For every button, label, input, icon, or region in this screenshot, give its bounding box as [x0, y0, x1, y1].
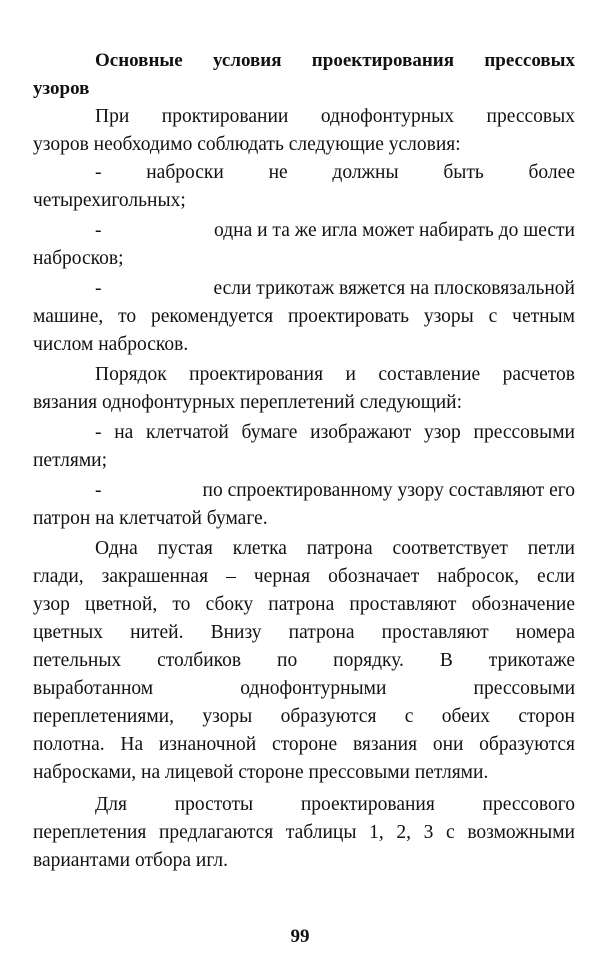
condition-2-cont: набросков;: [33, 248, 124, 269]
intro-line-2: узоров необходимо соблюдать следующие условия:: [33, 134, 461, 155]
bullet-dash: -: [95, 278, 102, 299]
condition-1-cont: четырехигольных;: [33, 190, 186, 211]
pattern-line-1: Одна пустая клетка патрона соответствует петли: [95, 538, 575, 559]
condition-3-cont-1: машине, то рекомендуется проектировать узоры с четным: [33, 306, 575, 327]
word: быть: [443, 162, 484, 183]
bullet-dash: -: [95, 220, 102, 241]
pattern-line-7: переплетениями, узоры образуются с обеих сторон: [33, 706, 575, 727]
word: наброски: [146, 162, 224, 183]
pattern-line-3: узор цветной, то сбоку патрона проставляют обозначение: [33, 594, 575, 615]
tables-line-3: вариантами отбора игл.: [33, 850, 228, 871]
page-number: 99: [290, 926, 310, 947]
step-1-line-1: - на клетчатой бумаге изображают узор прессовыми: [95, 422, 575, 443]
word: более: [528, 162, 575, 183]
intro-line-1: При проктировании однофонтурных прессовых: [95, 106, 575, 127]
step-1-line-2: петлями;: [33, 450, 108, 471]
order-line-1: Порядок проектирования и составление расчетов: [95, 364, 575, 385]
word: не: [268, 162, 288, 183]
condition-2: [95, 218, 575, 244]
step-2-text: по спроектированному узору составляют его: [202, 480, 575, 501]
condition-3: [95, 276, 575, 302]
condition-1: [95, 160, 575, 186]
pattern-line-8: полотна. На изнаночной стороне вязания они образуются: [33, 734, 575, 755]
step-2: [95, 478, 575, 504]
bullet-dash: -: [95, 480, 102, 501]
pattern-line-2: глади, закрашенная – черная обозначает набросок, если: [33, 566, 575, 587]
pattern-line-9: набросками, на лицевой стороне прессовыми петлями.: [33, 762, 489, 783]
step-2-cont: патрон на клетчатой бумаге.: [33, 508, 268, 529]
tables-line-1: Для простоты проектирования прессового: [95, 794, 575, 815]
tables-line-2: переплетения предлагаются таблицы 1, 2, 3 с возможными: [33, 822, 575, 843]
pattern-line-6: выработанном однофонтурными прессовыми: [33, 678, 575, 699]
condition-3-cont-2: числом набросков.: [33, 334, 189, 355]
pattern-line-4: цветных нитей. Внизу патрона проставляют номера: [33, 622, 575, 643]
condition-3-text: если трикотаж вяжется на плосковязальной: [213, 278, 575, 299]
pattern-line-5: петельных столбиков по порядку. В трикотаже: [33, 650, 575, 671]
order-line-2: вязания однофонтурных переплетений следующий:: [33, 392, 463, 413]
heading-line-1: Основные условия проектирования прессовых: [95, 50, 575, 71]
bullet-dash: -: [95, 162, 102, 183]
heading-line-2: узоров: [33, 78, 90, 99]
condition-2-text: одна и та же игла может набирать до шести: [214, 220, 575, 241]
word: должны: [332, 162, 399, 183]
